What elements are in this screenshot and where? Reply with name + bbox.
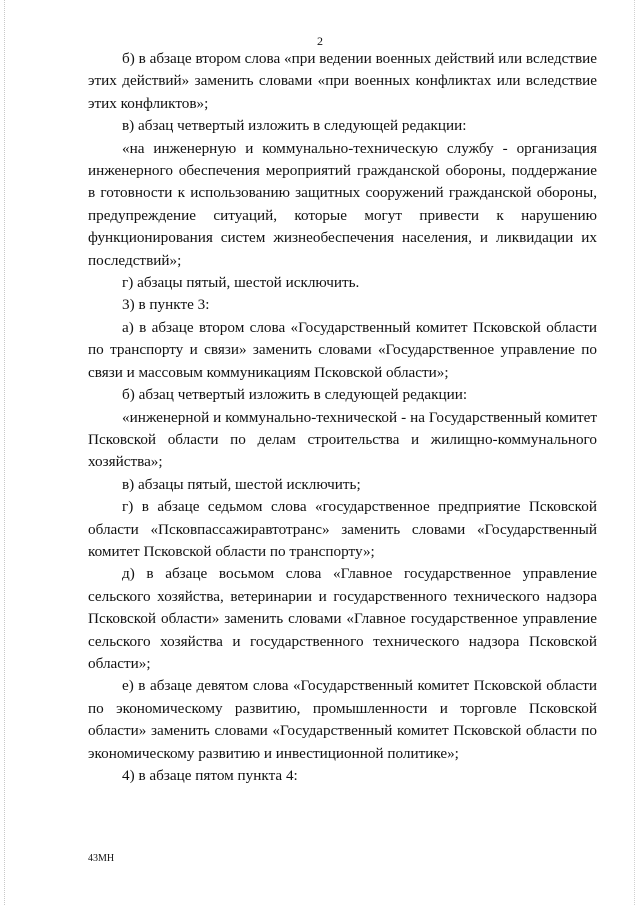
paragraph-e-abzac-devyatyy: е) в абзаце девятом слова «Государственный комитет Псковской области по экономическому развитию, промышленности и торговле Псковской области» заменить словами «Государственный комитет Псковской области по экономическому развитию и инвестиционной политике»; bbox=[88, 677, 597, 762]
paragraph-b-abzac-vtoroy: б) в абзаце втором слова «при ведении военных действий или вследствие этих действий» заменить словами «при военных конфликтах или вследствие этих конфликтов»; bbox=[88, 50, 597, 112]
paragraph-b-redaction: б) абзац четвертый изложить в следующей редакции: bbox=[122, 386, 468, 404]
footer-code: 43МН bbox=[88, 853, 115, 864]
paragraph-v-exclude: в) абзацы пятый, шестой исключить; bbox=[122, 475, 361, 493]
paragraph-item-4: 4) в абзаце пятом пункта 4: bbox=[122, 767, 298, 784]
paragraph-item-3: 3) в пункте 3: bbox=[122, 296, 210, 314]
paragraph-d-abzac-vosmoy: д) в абзаце восьмом слова «Главное государственное управление сельского хозяйства, ветеринарии и государственного технического надзора Псковской области» заменить словами «Главное государственное управление сельского хозяйства и государственного технического надзора Псковской области»; bbox=[88, 565, 597, 672]
paragraph-g-abzac-sedmoy: г) в абзаце седьмом слова «государственное предприятие Псковской области «Псковпассажиравтотранс» заменить словами «Государственный комитет Псковской области по транспорту»; bbox=[88, 498, 597, 560]
page-number: 2 bbox=[317, 34, 323, 48]
paragraph-quoted-engineering-communal: «инженерной и коммунально-технической - на Государственный комитет Псковской области по делам строительства и жилищно-коммунального хозяйства»; bbox=[88, 408, 597, 471]
paragraph-a-transport-svyaz: а) в абзаце втором слова «Государственный комитет Псковской области по транспорту и связи» заменить словами «Государственное управление по связи и массовым коммуникациям Псковской области»; bbox=[88, 318, 597, 381]
document-body bbox=[88, 48, 597, 787]
paragraph-quoted-engineering-service: «на инженерную и коммунально-техническую службу - организация инженерного обеспечения мероприятий гражданской обороны, поддержание в готовности к использованию защитных сооружений гражданской обороны, предупреждение ситуаций, которые могут привести к нарушению функционирования систем жизнеобеспечения населения, и ликвидации их последствий»; bbox=[88, 139, 597, 269]
paragraph-g-exclude: г) абзацы пятый, шестой исключить. bbox=[122, 274, 360, 292]
scan-edge-right bbox=[634, 0, 636, 905]
paragraph-v-abzac-chetvertyy: в) абзац четвертый изложить в следующей редакции: bbox=[122, 117, 467, 135]
scan-edge-left bbox=[4, 0, 6, 905]
